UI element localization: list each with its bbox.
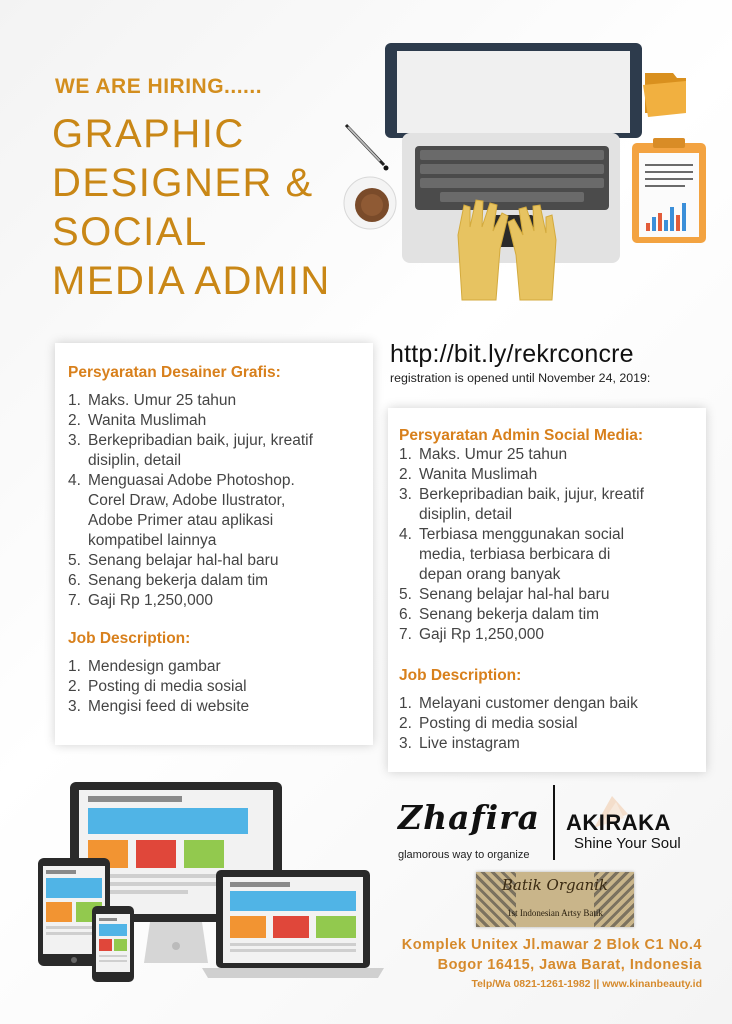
- item-number: 3.: [68, 432, 81, 449]
- item-text: Posting di media sosial: [88, 678, 247, 695]
- batik-tagline: 1st Indonesian Artsy Batik: [507, 908, 603, 918]
- list-item: [399, 545, 644, 565]
- item-text: depan orang banyak: [419, 566, 561, 583]
- item-text: Wanita Muslimah: [88, 412, 207, 429]
- item-number: 2.: [68, 678, 81, 695]
- list-item: [68, 551, 313, 571]
- list-item: [68, 531, 313, 551]
- list-item: [68, 491, 313, 511]
- designer-requirements-list: [68, 391, 313, 611]
- item-text: Senang belajar hal-hal baru: [419, 586, 610, 603]
- zhafira-tagline: glamorous way to organize: [398, 849, 530, 861]
- item-number: 1.: [399, 695, 412, 712]
- list-item: [68, 411, 313, 431]
- admin-job-list: [399, 694, 638, 754]
- item-number: 1.: [68, 392, 81, 409]
- item-number: 3.: [399, 735, 412, 752]
- designer-job-heading: Job Description:: [68, 630, 191, 647]
- akiraka-logo: AKIRAKA: [566, 810, 671, 835]
- item-text: kompatibel lainnya: [88, 532, 217, 549]
- list-item: [68, 451, 313, 471]
- item-text: Terbiasa menggunakan social: [419, 526, 625, 543]
- item-number: 7.: [399, 626, 412, 643]
- item-text: Menguasai Adobe Photoshop.: [88, 472, 295, 489]
- item-text: disiplin, detail: [419, 506, 513, 523]
- admin-requirements-card: [388, 408, 706, 772]
- item-text: Berkepribadian baik, jujur, kreatif: [88, 432, 313, 449]
- designer-requirements-card: [55, 343, 373, 745]
- item-text: Corel Draw, Adobe Ilustrator,: [88, 492, 286, 509]
- list-item: [399, 585, 644, 605]
- list-item: [399, 505, 644, 525]
- laptop-screen: [385, 43, 642, 138]
- job-title-line: DESIGNER &: [52, 161, 314, 205]
- list-item: [399, 565, 644, 585]
- brand-divider: [553, 785, 555, 860]
- zhafira-logo: Zhafira: [398, 798, 540, 837]
- item-number: 4.: [399, 526, 412, 543]
- admin-job-heading: Job Description:: [399, 667, 522, 684]
- list-item: [68, 391, 313, 411]
- registration-url[interactable]: http://bit.ly/rekrconcre: [390, 340, 634, 368]
- batik-organik-logo: [476, 872, 634, 927]
- batik-name: Batik Organik: [501, 876, 609, 894]
- item-text: Gaji Rp 1,250,000: [419, 626, 544, 643]
- item-number: 2.: [399, 466, 412, 483]
- address-line-1: Komplek Unitex Jl.mawar 2 Blok C1 No.4: [401, 937, 702, 953]
- list-item: [68, 471, 313, 491]
- clipboard-chart-icon: [632, 138, 706, 243]
- folder-icon: [643, 73, 686, 117]
- item-text: Posting di media sosial: [419, 715, 578, 732]
- list-item: [399, 525, 644, 545]
- item-text: disiplin, detail: [88, 452, 182, 469]
- list-item: [68, 657, 249, 677]
- admin-requirements-list: [399, 445, 644, 645]
- item-text: Adobe Primer atau aplikasi: [88, 512, 274, 529]
- item-number: 1.: [68, 658, 81, 675]
- item-number: 1.: [399, 446, 412, 463]
- item-text: Maks. Umur 25 tahun: [419, 446, 568, 463]
- item-number: 2.: [399, 715, 412, 732]
- responsive-devices-illustration: [32, 778, 392, 986]
- list-item: [399, 625, 644, 645]
- item-text: Senang bekerja dalam tim: [419, 606, 600, 623]
- item-text: Senang belajar hal-hal baru: [88, 552, 279, 569]
- list-item: [399, 605, 644, 625]
- item-text: Gaji Rp 1,250,000: [88, 592, 213, 609]
- list-item: [68, 511, 313, 531]
- item-number: 3.: [68, 698, 81, 715]
- item-number: 5.: [68, 552, 81, 569]
- list-item: [399, 485, 644, 505]
- list-item: [399, 465, 644, 485]
- smartphone-icon: [92, 906, 134, 982]
- item-text: Live instagram: [419, 735, 520, 752]
- pen-icon: [346, 125, 389, 171]
- item-number: 3.: [399, 486, 412, 503]
- item-number: 4.: [68, 472, 81, 489]
- item-number: 7.: [68, 592, 81, 609]
- list-item: [399, 694, 638, 714]
- list-item: [399, 445, 644, 465]
- item-number: 6.: [68, 572, 81, 589]
- item-text: Mengisi feed di website: [88, 698, 250, 715]
- contact-info: Telp/Wa 0821-1261-1982 || www.kinanbeauty.id: [471, 978, 702, 990]
- list-item: [68, 677, 249, 697]
- item-text: Senang bekerja dalam tim: [88, 572, 269, 589]
- job-title-line: SOCIAL: [52, 210, 208, 254]
- laptop-icon: [202, 870, 384, 978]
- list-item: [68, 697, 249, 717]
- item-number: 6.: [399, 606, 412, 623]
- item-number: 5.: [399, 586, 412, 603]
- list-item: [68, 571, 313, 591]
- list-item: [68, 431, 313, 451]
- admin-requirements-heading: Persyaratan Admin Social Media:: [399, 427, 644, 444]
- designer-job-list: [68, 657, 249, 717]
- list-item: [399, 734, 638, 754]
- item-number: 2.: [68, 412, 81, 429]
- item-text: Wanita Muslimah: [419, 466, 538, 483]
- laptop-illustration: [340, 35, 712, 310]
- item-text: Maks. Umur 25 tahun: [88, 392, 237, 409]
- list-item: [68, 591, 313, 611]
- address-line-2: Bogor 16415, Jawa Barat, Indonesia: [437, 957, 702, 973]
- akiraka-tagline: Shine Your Soul: [574, 835, 681, 852]
- item-text: media, terbiasa berbicara di: [419, 546, 611, 563]
- item-text: Mendesign gambar: [88, 658, 221, 675]
- designer-requirements-heading: Persyaratan Desainer Grafis:: [68, 364, 281, 381]
- job-title: [52, 110, 331, 306]
- coffee-cup-icon: [344, 177, 396, 229]
- job-title-line: GRAPHIC: [52, 112, 245, 156]
- item-text: Berkepribadian baik, jujur, kreatif: [419, 486, 644, 503]
- item-text: Melayani customer dengan baik: [419, 695, 638, 712]
- job-title-line: MEDIA ADMIN: [52, 259, 331, 303]
- list-item: [399, 714, 638, 734]
- registration-note: registration is opened until November 24, 2019:: [390, 371, 651, 385]
- hiring-label: WE ARE HIRING......: [55, 75, 263, 98]
